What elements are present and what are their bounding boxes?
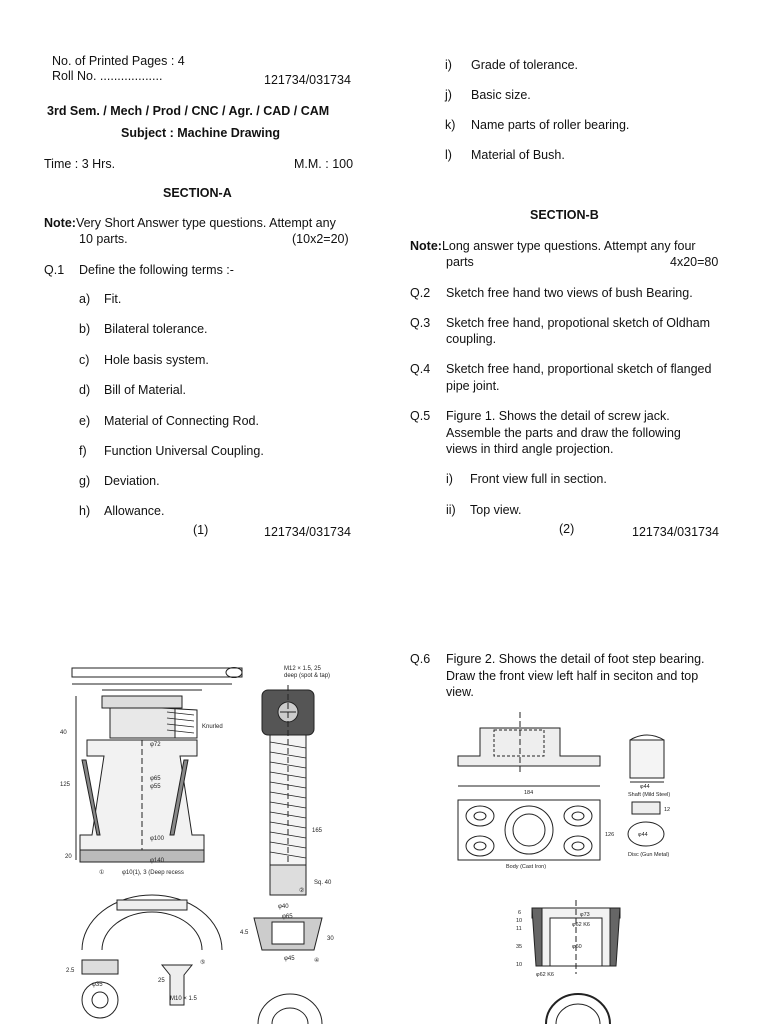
dim-d140: φ140: [150, 858, 164, 864]
shaft-caption: Shaft (Mild Steel): [628, 792, 671, 798]
dim-165: 165: [312, 828, 323, 834]
item-text: Hole basis system.: [104, 353, 209, 367]
bush-hatch-right: [610, 908, 620, 966]
dim-d65: φ65: [150, 776, 161, 782]
sub-item-text: Top view.: [470, 503, 522, 517]
q1-text: Define the following terms :-: [79, 263, 234, 277]
item-letter: j): [445, 88, 452, 102]
item-letter: d): [79, 383, 91, 397]
washer-side: [82, 960, 118, 974]
q6-line-2: Draw the front view left half in seciton and top: [446, 669, 699, 683]
q5-text-2: Assemble the parts and draw the following: [446, 426, 681, 440]
item-letter: e): [79, 414, 91, 428]
item-text: Grade of tolerance.: [471, 58, 579, 72]
note-b-marks: 4x20=80: [670, 255, 719, 269]
dim-11: 11: [516, 926, 522, 932]
dim-30: 30: [327, 936, 334, 942]
dim-d100: φ100: [150, 836, 164, 842]
dim-10-b: 10: [516, 962, 523, 968]
figure-2-foot-step-bearing-drawing: [450, 708, 700, 1024]
disc-caption: Disc (Gun Metal): [628, 852, 670, 858]
collar-top: [117, 900, 187, 910]
dim-4-5: 4.5: [240, 930, 249, 936]
dim-6: 6: [518, 910, 522, 916]
body-front-view: [458, 728, 600, 766]
dim-20: 20: [65, 854, 72, 860]
item-letter: c): [79, 353, 90, 367]
dim-12: 12: [664, 807, 671, 813]
roll-no: Roll No. ..................: [52, 69, 163, 83]
dim-d62k6: φ62 K6: [572, 922, 590, 928]
body-caption: Body (Cast Iron): [506, 864, 547, 870]
bolt-hole: [572, 842, 584, 850]
q3-text: Sketch free hand, propotional sketch of Oldham: [446, 316, 711, 330]
item-text: Basic size.: [471, 88, 531, 102]
dim-35: 35: [516, 944, 523, 950]
cup-top-view: [258, 994, 322, 1024]
q2-text: Sketch free hand two views of bush Bearing.: [446, 286, 693, 300]
max-marks: M.M. : 100: [294, 157, 354, 171]
dim-d44-disc: φ44: [638, 832, 648, 838]
q6-number: Q.6: [410, 652, 431, 666]
bore-circle-inner: [513, 814, 545, 846]
m12-note: M12 × 1.5, 25: [284, 666, 321, 672]
tommy-bar-end: [226, 668, 242, 678]
shaft-break: [630, 735, 664, 740]
sub-item-letter: i): [446, 472, 453, 486]
sub-item-text: Front view full in section.: [470, 472, 607, 486]
q6-line-3: view.: [446, 685, 474, 699]
item-text: Allowance.: [104, 504, 165, 518]
sub-item-letter: ii): [446, 503, 456, 517]
m10-note: M10 × 1.5: [170, 996, 197, 1002]
q1-number: Q.1: [44, 263, 65, 277]
note-b-line2: parts: [446, 255, 474, 269]
part-4-mark: ④: [314, 958, 320, 964]
dim-d55: φ55: [150, 784, 161, 790]
q3-number: Q.3: [410, 316, 431, 330]
knurled-label: Knurled: [202, 724, 223, 730]
item-letter: h): [79, 504, 91, 518]
footer-code-2: 121734/031734: [632, 525, 719, 539]
bore-circle-outer: [505, 806, 553, 854]
shaft-body: [630, 740, 664, 778]
bush-top-view-inner: [556, 1004, 600, 1024]
bush-hatch-left: [532, 908, 542, 966]
dim-d40: φ40: [278, 904, 289, 910]
note-label: Note:: [44, 216, 76, 230]
sq40-note: Sq. 40: [314, 880, 332, 886]
dim-126: 126: [605, 832, 615, 838]
bolt-boss: [564, 836, 592, 856]
bolt-boss: [466, 806, 494, 826]
dim-d72: φ72: [150, 742, 161, 748]
q4-text-2: pipe joint.: [446, 379, 500, 393]
screw-shank: [270, 735, 306, 865]
section-b-heading: SECTION-B: [530, 208, 599, 222]
time: Time : 3 Hrs.: [44, 157, 116, 171]
item-text: Bilateral tolerance.: [104, 322, 208, 336]
q6-line-1: Figure 2. Shows the detail of foot step bearing.: [446, 652, 705, 666]
bolt-hole: [474, 842, 486, 850]
dim-d73: φ73: [580, 912, 590, 918]
paper-code: 121734/031734: [264, 73, 351, 87]
note-a-line2: 10 parts.: [79, 232, 128, 246]
dim-25: 25: [158, 978, 165, 984]
recess-note: φ10(1), 3 (Deep recess: [122, 870, 184, 876]
semester-line: 3rd Sem. / Mech / Prod / CNC / Agr. / CAD / CAM: [47, 104, 330, 118]
base-flange: [80, 850, 204, 862]
note-a-marks: (10x2=20): [292, 232, 349, 246]
item-text: Material of Bush.: [471, 148, 565, 162]
item-letter: a): [79, 292, 91, 306]
figure-1-screw-jack-drawing: [62, 660, 350, 1024]
screw-head: [110, 708, 175, 738]
section-a-heading: SECTION-A: [163, 186, 232, 200]
dim-d60: φ60: [572, 944, 582, 950]
printed-pages: No. of Printed Pages : 4: [52, 54, 185, 68]
q3-text-2: coupling.: [446, 332, 497, 346]
page-number-1: (1): [193, 523, 209, 537]
collar-arc-inner: [102, 912, 202, 950]
item-text: Name parts of roller bearing.: [471, 118, 630, 132]
item-text: Fit.: [104, 292, 122, 306]
dim-2-5: 2.5: [66, 968, 75, 974]
item-letter: i): [445, 58, 452, 72]
bolt-boss: [564, 806, 592, 826]
item-text: Deviation.: [104, 474, 160, 488]
dim-d65-cup: φ65: [282, 914, 293, 920]
washer-inner: [92, 992, 108, 1008]
cup-recess: [272, 922, 304, 944]
note-b: [410, 239, 696, 253]
q5-text: Figure 1. Shows the detail of screw jack.: [446, 409, 670, 423]
item-letter: f): [79, 444, 87, 458]
page-number-2: (2): [559, 522, 575, 536]
dim-10: 10: [516, 918, 523, 924]
dim-d62k6-b: φ62 K6: [536, 972, 554, 978]
part-2-mark: ②: [299, 888, 305, 894]
cup-top-view-inner: [272, 1008, 308, 1024]
dim-125: 125: [60, 782, 71, 788]
item-text: Function Universal Coupling.: [104, 444, 264, 458]
bolt-hole: [474, 812, 486, 820]
q5-text-3: views in third angle projection.: [446, 442, 614, 456]
q4-text: Sketch free hand, proportional sketch of flanged: [446, 362, 712, 376]
disc-side: [632, 802, 660, 814]
cup: [102, 696, 182, 708]
q5-number: Q.5: [410, 409, 431, 423]
item-letter: g): [79, 474, 91, 488]
q4-number: Q.4: [410, 362, 431, 376]
dim-d35: φ35: [92, 982, 103, 988]
note-text: Very Short Answer type questions. Attempt any: [75, 216, 336, 230]
subject: Subject : Machine Drawing: [121, 126, 281, 140]
bolt-hole: [572, 812, 584, 820]
dim-184: 184: [524, 790, 534, 796]
bush-top-view: [546, 994, 610, 1024]
item-letter: b): [79, 322, 91, 336]
part-5-mark: ⑤: [200, 960, 206, 966]
bolt-boss: [466, 836, 494, 856]
deep-note: deep (spot & tap): [284, 673, 331, 679]
dim-d45: φ45: [284, 956, 295, 962]
item-text: Bill of Material.: [104, 383, 186, 397]
item-text: Material of Connecting Rod.: [104, 414, 259, 428]
body-top-view: [458, 800, 600, 860]
footer-code-1: 121734/031734: [264, 525, 351, 539]
q2-number: Q.2: [410, 286, 431, 300]
item-letter: k): [445, 118, 456, 132]
note-label: Note:: [410, 239, 442, 253]
note-a: [44, 216, 336, 230]
part-1-mark: ①: [99, 870, 105, 876]
dim-40: 40: [60, 730, 67, 736]
note-text: Long answer type questions. Attempt any four: [441, 239, 696, 253]
dim-d44: φ44: [640, 784, 650, 790]
tommy-bar: [72, 668, 242, 677]
item-letter: l): [445, 148, 452, 162]
